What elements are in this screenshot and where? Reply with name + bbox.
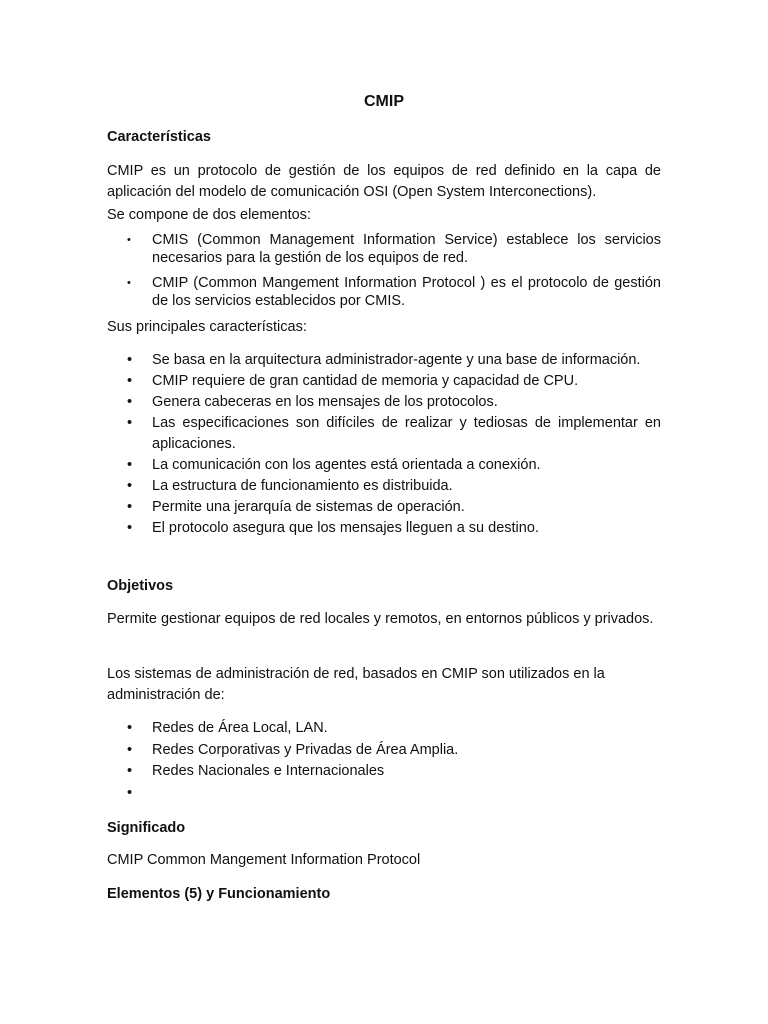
list-item <box>107 518 661 539</box>
list-item-text: La comunicación con los agentes está orientada a conexión. <box>152 457 541 473</box>
bullet-icon: • <box>127 352 133 368</box>
list-item-text: CMIP (Common Mangement Information Protocol ) es el protocolo de gestión de los servicios establecidos por CMIS. <box>152 275 661 309</box>
list-item-text: Redes de Área Local, LAN. <box>152 720 328 736</box>
paragraph-significado: CMIP Common Mangement Information Protocol <box>107 852 421 868</box>
list-elementos <box>107 232 661 318</box>
bullet-icon: • <box>127 457 133 473</box>
bullet-icon: • <box>127 784 133 801</box>
bullet-icon: • <box>127 277 131 289</box>
list-caracteristicas <box>107 350 661 539</box>
list-item-text: Se basa en la arquitectura administrador-agente y una base de información. <box>152 352 641 368</box>
list-item <box>107 718 661 740</box>
list-item <box>107 761 661 783</box>
list-item-text: Permite una jerarquía de sistemas de operación. <box>152 499 465 515</box>
list-redes <box>107 718 661 804</box>
bullet-icon: • <box>127 394 133 410</box>
bullet-icon: • <box>127 234 131 246</box>
bullet-icon: • <box>127 520 133 536</box>
list-item <box>107 275 661 310</box>
bullet-icon: • <box>127 720 133 736</box>
bullet-icon: • <box>127 415 133 431</box>
list-item-text: CMIS (Common Management Information Service) establece los servicios necesarios para la gestión de los equipos de red. <box>152 232 661 266</box>
bullet-icon: • <box>127 499 133 515</box>
list-item <box>107 371 661 392</box>
bullet-icon: • <box>127 763 133 779</box>
list-item <box>107 740 661 762</box>
list-item-text: CMIP requiere de gran cantidad de memoria y capacidad de CPU. <box>152 373 579 389</box>
list-item <box>107 455 661 476</box>
bullet-icon: • <box>127 741 133 758</box>
heading-significado: Significado <box>107 820 186 836</box>
paragraph-compone: Se compone de dos elementos: <box>107 207 311 223</box>
paragraph-intro: CMIP es un protocolo de gestión de los equipos de red definido en la capa de aplicación del modelo de comunicación OSI (Open System Interconections). <box>107 163 661 200</box>
list-item-text: Redes Corporativas y Privadas de Área Amplia. <box>152 741 459 758</box>
list-item <box>107 783 661 805</box>
heading-objetivos: Objetivos <box>107 578 174 594</box>
list-item-text: Las especificaciones son difíciles de realizar y tediosas de implementar en aplicaciones. <box>152 415 661 452</box>
heading-caracteristicas: Características <box>107 129 211 145</box>
list-item <box>107 350 661 371</box>
document-title: CMIP <box>364 93 404 110</box>
bullet-icon: • <box>127 373 133 389</box>
paragraph-objetivos-1: Permite gestionar equipos de red locales y remotos, en entornos públicos y privados. <box>107 611 654 627</box>
list-item-text: El protocolo asegura que los mensajes lleguen a su destino. <box>152 520 539 536</box>
list-item-text: Genera cabeceras en los mensajes de los protocolos. <box>152 394 498 410</box>
list-item <box>107 392 661 413</box>
list-item-text: La estructura de funcionamiento es distribuida. <box>152 478 453 494</box>
list-item <box>107 497 661 518</box>
paragraph-principales: Sus principales características: <box>107 319 307 335</box>
bullet-icon: • <box>127 478 133 494</box>
list-item <box>107 413 661 455</box>
list-item-text: Redes Nacionales e Internacionales <box>152 763 385 779</box>
heading-elementos: Elementos (5) y Funcionamiento <box>107 886 331 902</box>
list-item <box>107 232 661 267</box>
paragraph-objetivos-2: Los sistemas de administración de red, basados en CMIP son utilizados en la administración de: <box>107 666 605 703</box>
list-item <box>107 476 661 497</box>
list-item-text <box>152 783 661 805</box>
